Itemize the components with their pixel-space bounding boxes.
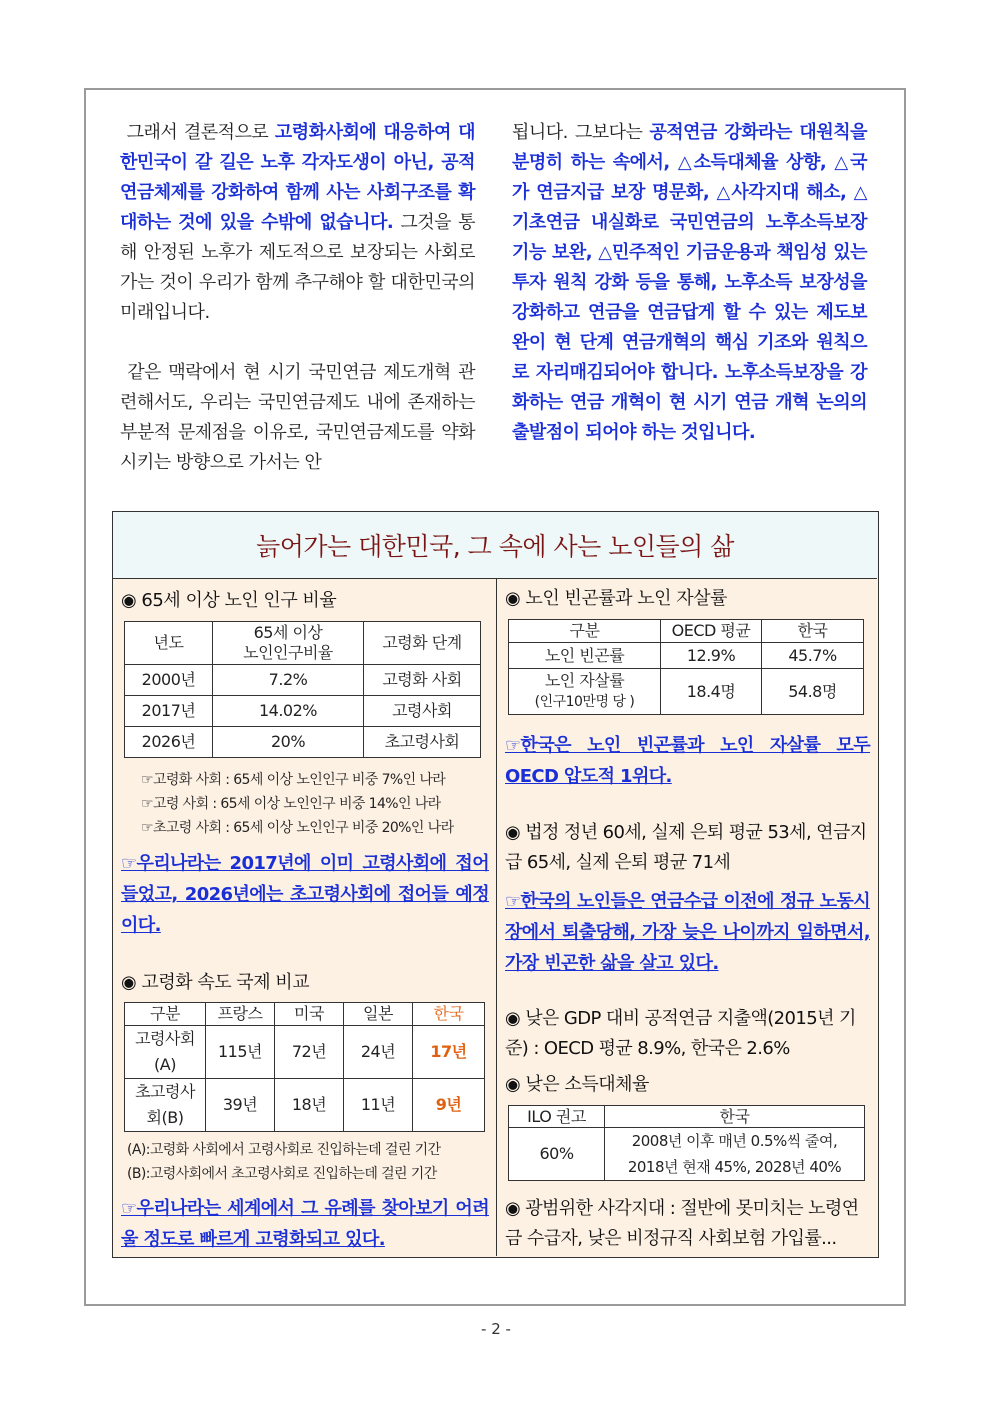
table-row: 2026년 20% 초고령사회 (125, 727, 481, 758)
table-row: 노인 빈곤률 12.9% 45.7% (509, 643, 864, 669)
info-box (112, 511, 879, 1258)
left-text-column (120, 118, 475, 478)
right-emphasis: 공적연금 강화라는 대원칙을 분명히 하는 속에서, △소득대체율 상향, △국가 연금지급 보장 명문화, △사각지대 해소, △기초연금 내실화로 국민연금의 노후소득보장 기능 보완, △민주적인 기금운용과 책임성 있는 투자 원칙 강화 등을 통해, 노후소득 보장성을 강화하고 연금을 연금답게 할 수 있는 제도보완이 현 단계 연금개혁의 핵심 기조와 원칙으로 자리매김되어야 합니다. 노후소득보장을 강화하는 연금 개혁이 현 시기 연금 개혁 논의의 출발점이 되어야 하는 것입니다. (512, 122, 867, 443)
replacement-heading: ◉ 낮은 소득대체율 (505, 1074, 649, 1095)
aging-ratio-table (124, 621, 481, 758)
retirement-heading: ◉ 법정 정년 60세, 실제 은퇴 평균 53세, 연금지급 65세, 실제 은퇴 평균 71세 (505, 822, 867, 873)
retirement-callout: ☞한국의 노인들은 연금수급 이전에 정규 노동시장에서 퇴출당해, 가장 늦은 나이까지 일하면서, 가장 빈곤한 삶을 살고 있다. (505, 891, 870, 974)
table-row: 초고령사 회(B) 39년 18년 11년 9년 (125, 1079, 485, 1132)
table-row: 고령사회 (A) 115년 72년 24년 17년 (125, 1026, 485, 1079)
left-paragraph-1: 그래서 결론적으로 고령화사회에 대응하여 대한민국이 갈 길은 노후 각자도생이 아닌, 공적연금체제를 강화하여 함께 사는 사회구조를 확대하는 것에 있을 수밖에 없습니다. 그것을 통해 안정된 노후가 제도적으로 보장되는 사회로 가는 것이 우리가 함께 추구해야 할 대한민국의 미래입니다. (120, 122, 475, 323)
poverty-table (508, 619, 864, 715)
table-header-row: 년도 65세 이상 노인인구비율 고령화 단계 (125, 622, 481, 665)
box-divider (496, 578, 497, 1256)
right-text-column (512, 118, 867, 448)
table-row: 60% 2008년 이후 매년 0.5%씩 줄여, 2018년 현재 45%, 2028년 40% (509, 1128, 865, 1181)
info-box-title: 늙어가는 대한민국, 그 속에 사는 노인들의 삶 (113, 512, 877, 579)
table-row: 2000년 7.2% 고령화 사회 (125, 665, 481, 696)
left-emphasis: 고령화사회에 대응하여 대한민국이 갈 길은 노후 각자도생이 아닌, 공적연금체제를 강화하여 함께 사는 사회구조를 확대하는 것에 있을 수밖에 없습니다. (120, 122, 475, 233)
table-row: 노인 자살률 (인구10만명 당 ) 18.4명 54.8명 (509, 669, 864, 715)
aging-ratio-note: ☞고령화 사회 : 65세 이상 노인인구 비중 7%인 나라 (141, 772, 446, 788)
gdp-heading: ◉ 낮은 GDP 대비 공적연금 지출액(2015년 기준) : OECD 평균 8.9%, 한국은 2.6% (505, 1008, 856, 1059)
table-header-row: 구분 OECD 평균 한국 (509, 620, 864, 643)
table-row: 2017년 14.02% 고령사회 (125, 696, 481, 727)
page-number: - 2 - (481, 1320, 511, 1338)
blind-spot-heading: ◉ 광범위한 사각지대 : 절반에 못미치는 노령연금 수급자, 낮은 비정규직 사회보험 가입률... (505, 1198, 859, 1249)
aging-speed-callout: ☞우리나라는 세계에서 그 유례를 찾아보기 어려울 정도로 빠르게 고령화되고 있다. (121, 1198, 489, 1250)
table-header-row: ILO 권고 한국 (509, 1106, 865, 1128)
aging-ratio-callout: ☞우리나라는 2017년에 이미 고령사회에 접어들었고, 2026년에는 초고령사회에 접어들 예정이다. (121, 853, 489, 936)
poverty-heading: ◉ 노인 빈곤률과 노인 자살률 (505, 588, 727, 609)
poverty-callout: ☞한국은 노인 빈곤률과 노인 자살률 모두 OECD 압도적 1위다. (505, 735, 870, 787)
aging-ratio-note: ☞고령 사회 : 65세 이상 노인인구 비중 14%인 나라 (141, 796, 441, 812)
table-header-row: 구분 프랑스 미국 일본 한국 (125, 1003, 485, 1026)
aging-speed-table (124, 1002, 485, 1132)
right-paragraph: 됩니다. 그보다는 공적연금 강화라는 대원칙을 분명히 하는 속에서, △소득대체율 상향, △국가 연금지급 보장 명문화, △사각지대 해소, △기초연금 내실화로 국민연금의 노후소득보장 기능 보완, △민주적인 기금운용과 책임성 있는 투자 원칙 강화 등을 통해, 노후소득 보장성을 강화하고 연금을 연금답게 할 수 있는 제도보완이 현 단계 연금개혁의 핵심 기조와 원칙으로 자리매김되어야 합니다. 노후소득보장을 강화하는 연금 개혁이 현 시기 연금 개혁 논의의 출발점이 되어야 하는 것입니다. (512, 122, 867, 443)
replacement-table (508, 1105, 865, 1181)
aging-speed-note: (B):고령사회에서 초고령사회로 진입하는데 걸린 기간 (127, 1166, 437, 1182)
aging-ratio-note: ☞초고령 사회 : 65세 이상 노인인구 비중 20%인 나라 (141, 820, 454, 836)
aging-ratio-heading: ◉ 65세 이상 노인 인구 비율 (121, 590, 337, 611)
aging-speed-note: (A):고령화 사회에서 고령사회로 진입하는데 걸린 기간 (127, 1142, 441, 1158)
aging-speed-heading: ◉ 고령화 속도 국제 비교 (121, 972, 310, 993)
left-paragraph-2: 같은 맥락에서 현 시기 국민연금 제도개혁 관련해서도, 우리는 국민연금제도 내에 존재하는 부분적 문제점을 이유로, 국민연금제도를 약화시키는 방향으로 가서는 안 (120, 362, 475, 473)
